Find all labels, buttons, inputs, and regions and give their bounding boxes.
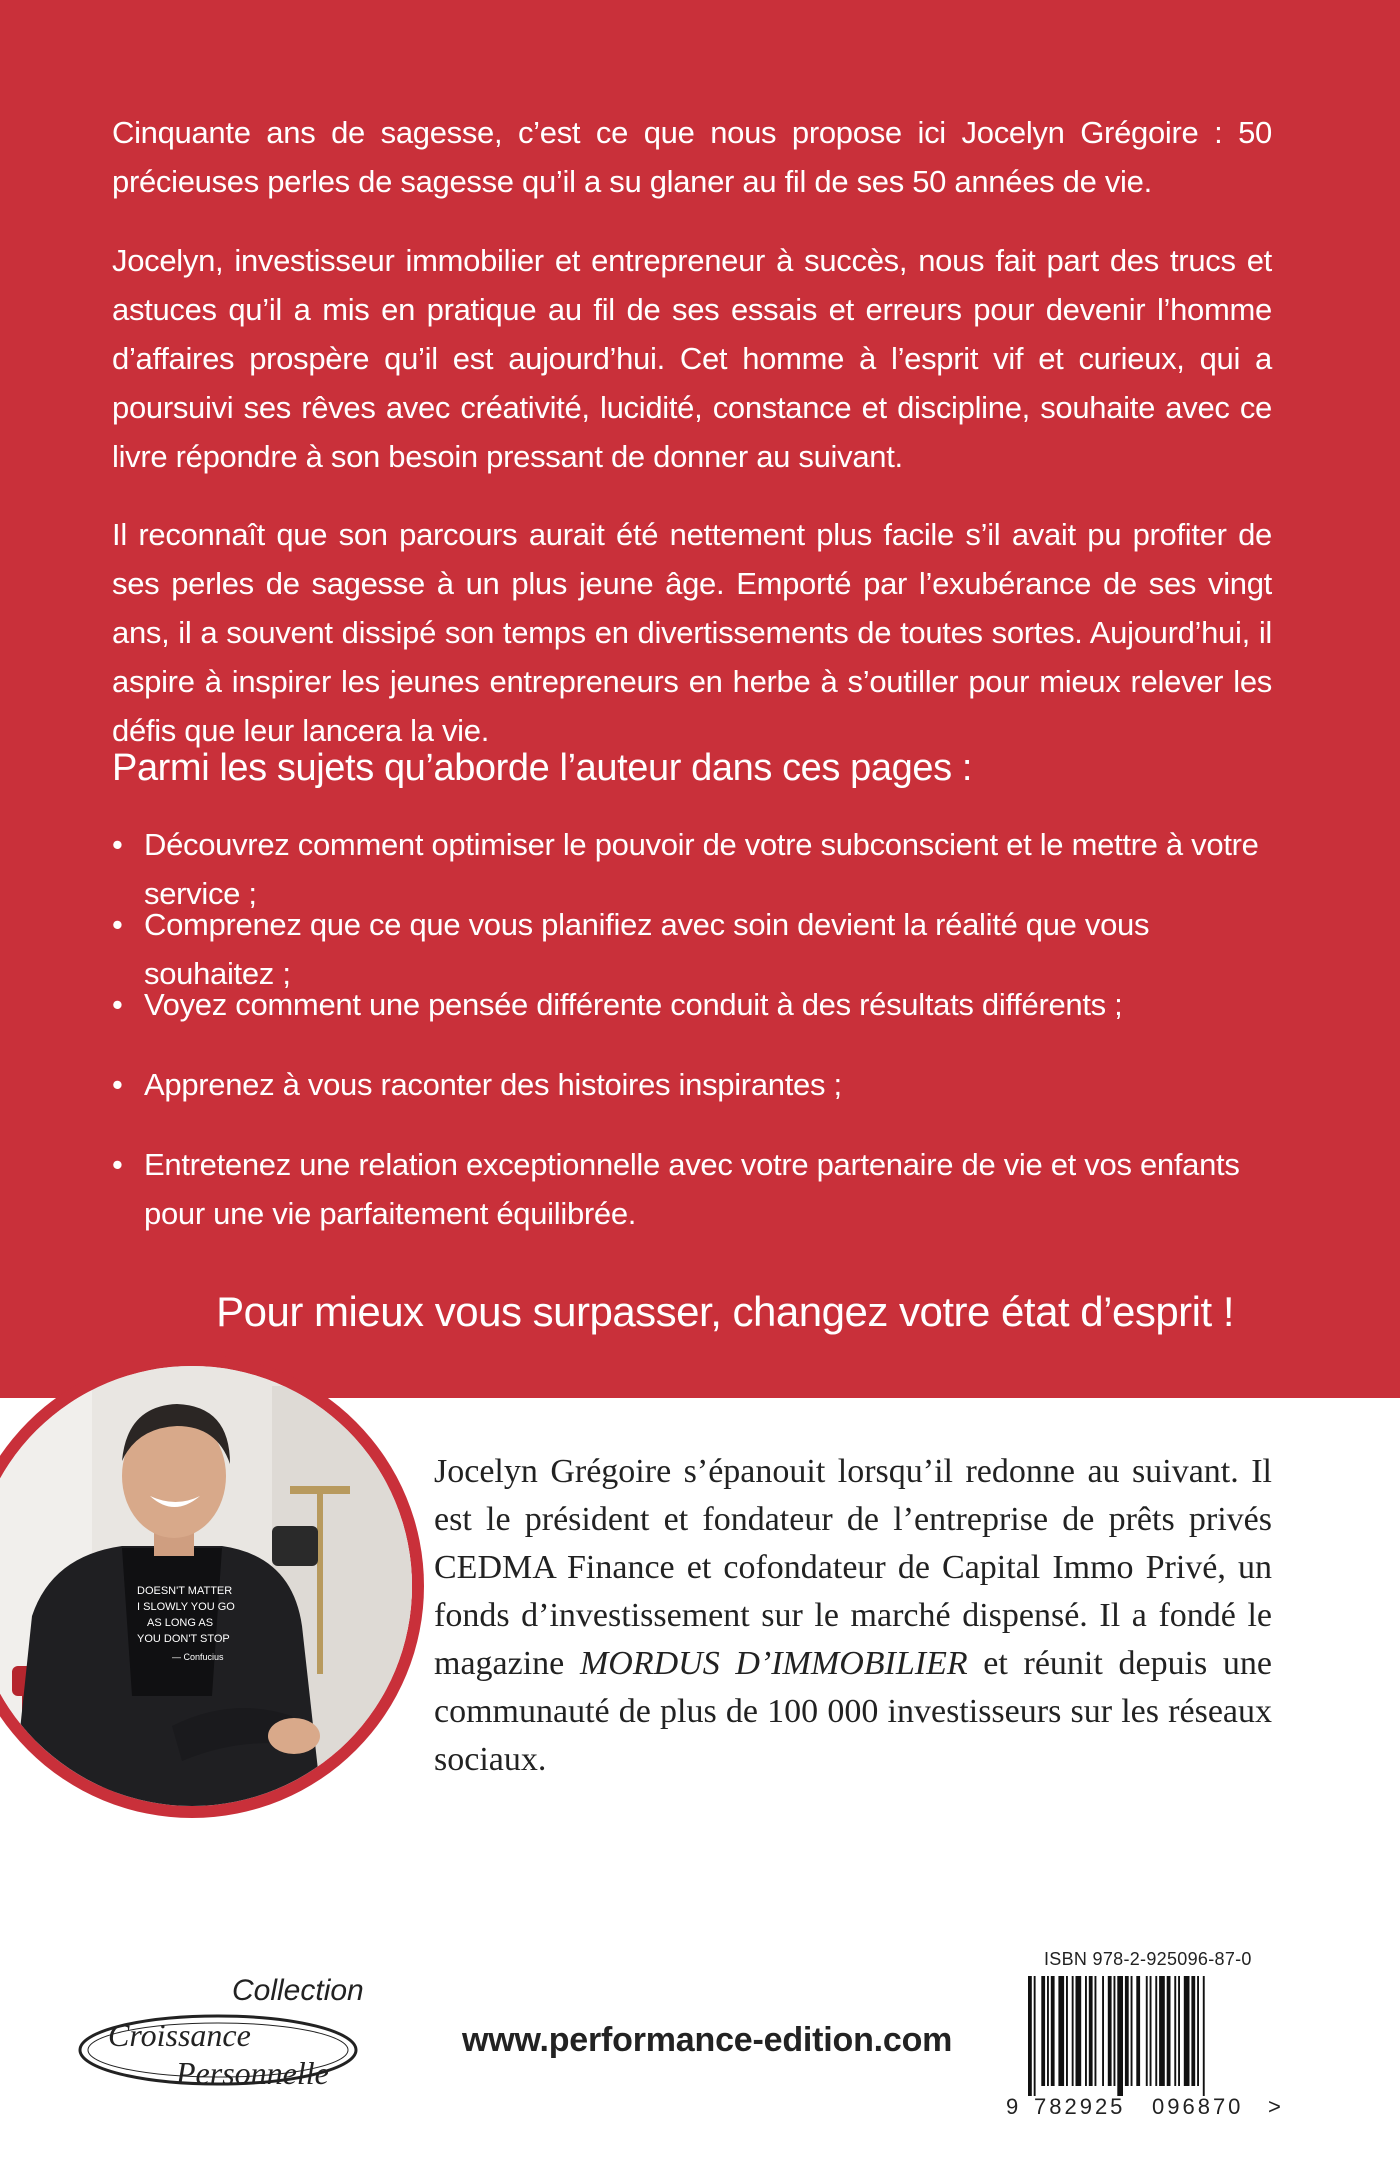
barcode-bar — [1066, 1976, 1068, 2086]
barcode-bar — [1167, 1976, 1171, 2086]
barcode-bar — [1089, 1976, 1093, 2086]
bullet-icon: • — [112, 827, 123, 862]
barcode-bar — [1203, 1976, 1205, 2096]
barcode-bar — [1058, 1976, 1064, 2086]
barcode-bar — [1051, 1976, 1055, 2086]
intro-paragraph-2: Jocelyn, investisseur immobilier et entrepreneur à succès, nous fait part des trucs et astuces qu’il a mis en pratique au fil de ses essais et erreurs pour devenir l’homme d’affaires prospère qu’il est aujourd’hui. Cet homme à l’esprit vif et curieux, qui a poursuivi ses rêves avec créativité, lucidité, constance et discipline, souhaite avec ce livre répondre à son besoin pressant de donner au suivant. — [112, 243, 1272, 474]
collection-logo — [68, 1962, 398, 2112]
barcode-arrow: > — [1268, 2094, 1281, 2119]
barcode-bar — [1191, 1976, 1195, 2086]
barcode-bar — [1047, 1976, 1049, 2086]
tagline: Pour mieux vous surpasser, changez votre état d’esprit ! — [216, 1288, 1234, 1335]
topic-text: Comprenez que ce que vous planifiez avec soin devient la réalité que vous souhaitez ; — [144, 907, 1150, 991]
barcode-bar — [1114, 1976, 1116, 2086]
barcode-bar — [1184, 1976, 1190, 2086]
shirt-text-line: DOESN'T MATTER — [137, 1585, 233, 1597]
barcode-digits-right: 096870 — [1152, 2094, 1244, 2119]
topic-item — [112, 1140, 1282, 1238]
magazine-title: MORDUS D’IMMOBILIER — [579, 1645, 968, 1682]
shirt-text-line: — Confucius — [172, 1652, 224, 1662]
bio-text: et réunit depuis une communauté de plus de 100 000 investisseurs sur les réseaux sociaux. — [434, 1645, 1273, 1778]
barcode-digit-first: 9 — [1006, 2094, 1019, 2119]
topic-text: Entretenez une relation exceptionnelle avec votre partenaire de vie et vos enfants pour une vie parfaitement équilibrée. — [144, 1147, 1240, 1231]
barcode-bar — [1155, 1976, 1157, 2086]
collection-logo-graphic — [68, 1962, 398, 2112]
collection-word: Collection — [232, 1974, 364, 2007]
bullet-icon: • — [112, 1067, 123, 1102]
barcode-bar — [1178, 1976, 1180, 2086]
barcode-bar — [1076, 1976, 1082, 2086]
barcode-bar — [1131, 1976, 1133, 2086]
topic-text: Voyez comment une pensée différente conduit à des résultats différents ; — [144, 987, 1123, 1022]
topic-text: Apprenez à vous raconter des histoires inspirantes ; — [144, 1067, 842, 1102]
bullet-icon: • — [112, 987, 123, 1022]
barcode-digits-left: 782925 — [1034, 2094, 1126, 2119]
barcode-bar — [1102, 1976, 1104, 2086]
barcode-bar — [1125, 1976, 1129, 2086]
intro-paragraph-3: Il reconnaît que son parcours aurait été nettement plus facile s’il avait pu profiter de ses perles de sagesse à un plus jeune âge. Emporté par l’exubérance de ses vingt ans, il a souvent dissipé son temps en divertissements de toutes sortes. Aujourd’hui, il aspire à inspirer les jeunes entrepreneurs en herbe à s’outiller pour mieux relever les défis que leur lancera la vie. — [112, 517, 1272, 748]
barcode-bar — [1197, 1976, 1199, 2086]
barcode-bar — [1159, 1976, 1165, 2086]
barcode-bar — [1034, 1976, 1036, 2096]
barcode-bar — [1117, 1976, 1123, 2096]
barcode-bar — [1072, 1976, 1074, 2086]
barcode-bar — [1136, 1976, 1140, 2086]
collection-series-word: Croissance — [108, 2017, 251, 2053]
topics-heading: Parmi les sujets qu’aborde l’auteur dans ces pages : — [112, 747, 973, 789]
barcode-bar — [1146, 1976, 1148, 2086]
intro-paragraph-1: Cinquante ans de sagesse, c’est ce que nous propose ici Jocelyn Grégoire : 50 précieuses perles de sagesse qu’il a su glaner au fil de ses 50 années de vie. — [112, 115, 1272, 199]
barcode-bar — [1150, 1976, 1152, 2086]
bullet-icon: • — [112, 1147, 123, 1182]
barcode-bar — [1085, 1976, 1087, 2086]
barcode-bar — [1041, 1976, 1045, 2086]
isbn-label: ISBN 978-2-925096-87-0 — [1044, 1949, 1252, 1969]
shirt-text-line: I SLOWLY YOU GO — [137, 1601, 235, 1613]
barcode-bar — [1028, 1976, 1032, 2096]
bullet-icon: • — [112, 907, 123, 942]
shirt-text-line: YOU DON'T STOP — [137, 1633, 230, 1645]
topic-text: Découvrez comment optimiser le pouvoir de votre subconscient et le mettre à votre service ; — [144, 827, 1259, 911]
barcode-graphic — [1006, 1972, 1284, 2122]
topic-item — [112, 980, 1282, 1029]
publisher-website: www.performance-edition.com — [462, 2021, 953, 2059]
topic-item — [112, 1060, 1282, 1109]
bio-text: Jocelyn Grégoire s’épanouit lorsqu’il redonne au suivant. Il est le président et fondateur de l’entreprise de prêts privés CEDMA Finance et cofondateur de Capital Immo Privé, un fonds d’investissement sur le marché dispensé. Il a fondé le magazine — [434, 1453, 1272, 1682]
barcode-bar — [1108, 1976, 1112, 2086]
isbn-barcode — [1006, 1972, 1284, 2122]
barcode-bar — [1174, 1976, 1176, 2086]
author-bio — [434, 1448, 1272, 1784]
shirt-text-line: AS LONG AS — [147, 1617, 214, 1629]
collection-series-word: Personnelle — [176, 2055, 329, 2091]
barcode-bar — [1095, 1976, 1097, 2086]
